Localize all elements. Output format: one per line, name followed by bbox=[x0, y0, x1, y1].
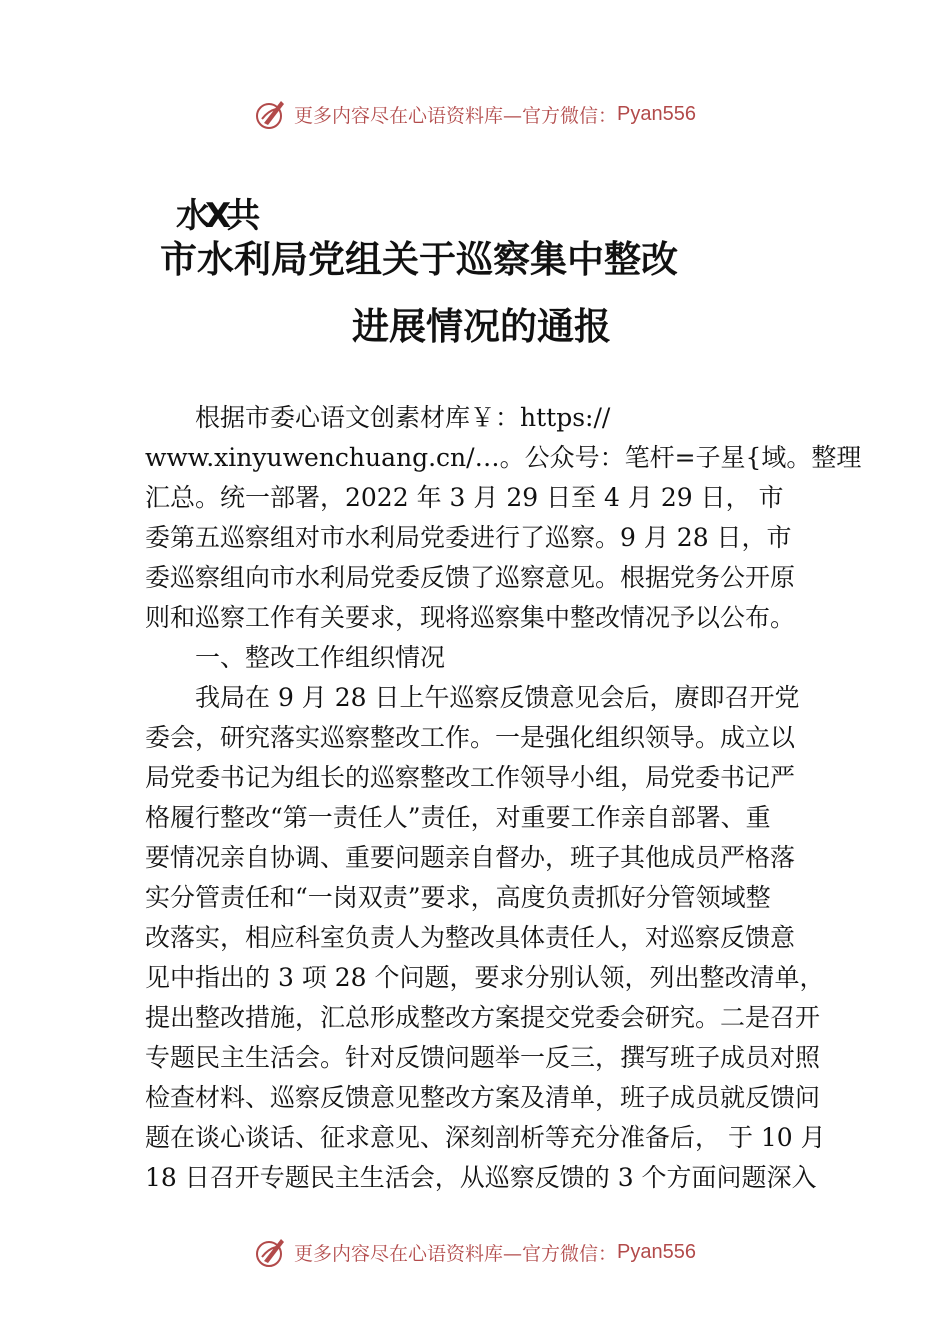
quill-logo-icon bbox=[254, 97, 288, 131]
section-heading: 一、整改工作组织情况 bbox=[195, 643, 446, 672]
body-line: 汇总。统一部署，2022 年 3 月 29 日至 4 月 29 日， 市 bbox=[145, 483, 784, 512]
header-watermark bbox=[0, 94, 950, 134]
body-line: 委第五巡察组对市水利局党委进行了巡察。9 月 28 日，市 bbox=[145, 523, 792, 552]
body-line: 局党委书记为组长的巡察整改工作领导小组，局党委书记严 bbox=[145, 763, 796, 792]
page-title-line-1: 市水利局党组关于巡察集中整改 bbox=[160, 238, 678, 281]
watermark-wechat-id: Pyan556 bbox=[617, 1240, 696, 1263]
watermark-wechat-id: Pyan556 bbox=[617, 102, 696, 125]
body-line: 则和巡察工作有关要求，现将巡察集中整改情况予以公布。 bbox=[145, 603, 796, 632]
watermark-text: 更多内容尽在心语资料库—官方微信： bbox=[294, 1242, 618, 1265]
body-line: 委会，研究落实巡察整改工作。一是强化组织领导。成立以 bbox=[145, 723, 796, 752]
body-line: 题在谈心谈话、征求意见、深刻剖析等充分准备后， 于 10 月 bbox=[145, 1123, 826, 1152]
body-line: 专题民主生活会。针对反馈问题举一反三，撰写班子成员对照 bbox=[145, 1043, 821, 1072]
body-line: 格履行整改“第一责任人”责任，对重要工作亲自部署、重 bbox=[145, 803, 771, 832]
body-line: 委巡察组向市水利局党委反馈了巡察意见。根据党务公开原 bbox=[145, 563, 796, 592]
body-line: 见中指出的 3 项 28 个问题，要求分别认领，列出整改清单， bbox=[145, 963, 825, 992]
body-line: 改落实，相应科室负责人为整改具体责任人，对巡察反馈意 bbox=[145, 923, 796, 952]
document-body bbox=[145, 398, 862, 1198]
body-line: 提出整改措施，汇总形成整改方案提交党委会研究。二是召开 bbox=[145, 1003, 821, 1032]
body-line: 18 日召开专题民主生活会，从巡察反馈的 3 个方面问题深入 bbox=[145, 1163, 817, 1192]
body-line: 要情况亲自协调、重要问题亲自督办，班子其他成员严格落 bbox=[145, 843, 796, 872]
body-line: 实分管责任和“一岗双责”要求，高度负责抓好分管领域整 bbox=[145, 883, 771, 912]
body-line: 检查材料、巡察反馈意见整改方案及清单，班子成员就反馈问 bbox=[145, 1083, 821, 1112]
page-title-line-2: 进展情况的通报 bbox=[352, 305, 611, 348]
quill-logo-icon bbox=[254, 1235, 288, 1269]
footer-watermark bbox=[0, 1232, 950, 1272]
stamp-mark: 水X共 bbox=[176, 196, 256, 236]
watermark-text: 更多内容尽在心语资料库—官方微信： bbox=[294, 104, 618, 127]
body-line: 根据市委心语文创素材库￥：https:// bbox=[195, 403, 611, 432]
body-line: www.xinyuwenchuang.cn/…。公众号：笔杆=子星{域。整理 bbox=[145, 443, 862, 472]
body-line: 我局在 9 月 28 日上午巡察反馈意见会后，赓即召开党 bbox=[195, 683, 800, 712]
